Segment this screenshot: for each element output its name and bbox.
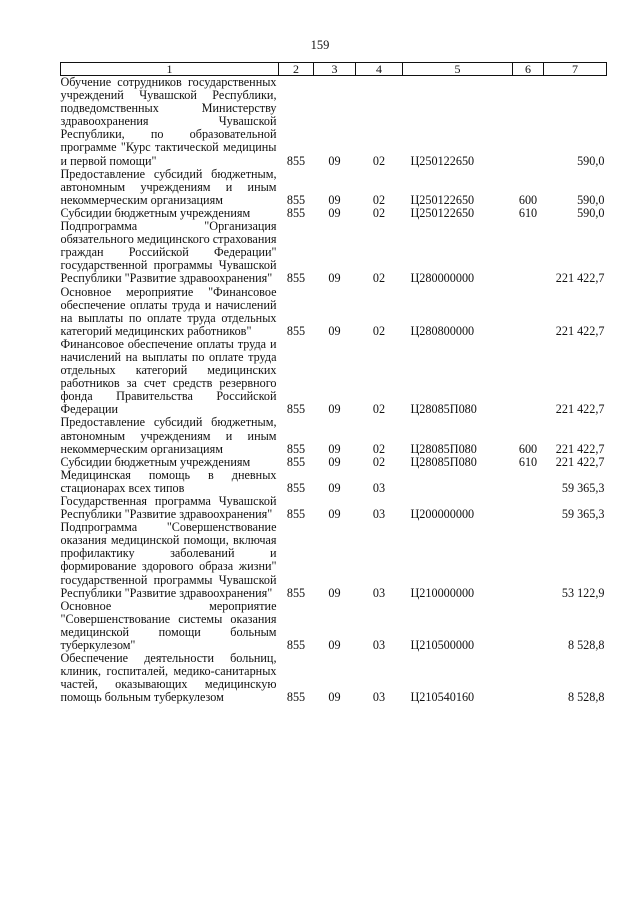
row-target-article: Ц210540160: [410, 690, 475, 705]
row-ministry-code: 855: [286, 323, 306, 338]
row-target-article: Ц28085П080: [410, 402, 477, 417]
row-subsection-code: 02: [372, 441, 386, 456]
row-ministry-code: 855: [286, 690, 306, 705]
row-amount: 590,0: [577, 205, 605, 220]
header-col-3: 3: [314, 63, 356, 76]
table-body: [61, 76, 607, 705]
row-expense-type: [513, 469, 544, 495]
row-name: Обеспечение деятельности больниц, клиник, госпиталей, медико-санитарных частей, оказывающих медицинскую помощь больным туберкулезом: [60, 651, 277, 705]
table-row: [61, 416, 607, 455]
row-ministry-code: 855: [286, 585, 306, 600]
table-row: [61, 76, 607, 168]
row-section-code: 09: [328, 153, 341, 168]
row-ministry-code: 855: [286, 480, 306, 495]
header-row: [61, 63, 607, 76]
row-amount: 221 422,7: [555, 271, 605, 286]
header-col-1: 1: [61, 63, 279, 76]
row-expense-type: [513, 652, 544, 704]
row-section-code: 09: [328, 402, 341, 417]
row-target-article: Ц280800000: [410, 323, 475, 338]
row-expense-type: 600: [518, 192, 538, 207]
row-expense-type: [513, 220, 544, 285]
row-expense-type: [513, 286, 544, 338]
header-col-2: 2: [279, 63, 314, 76]
row-ministry-code: 855: [286, 638, 306, 653]
header-col-5: 5: [403, 63, 513, 76]
row-section-code: 09: [328, 271, 341, 286]
row-amount: 8 528,8: [567, 638, 605, 653]
row-amount: 221 422,7: [555, 323, 605, 338]
header-col-6: 6: [513, 63, 544, 76]
row-target-article: Ц200000000: [410, 507, 475, 522]
header-col-4: 4: [356, 63, 403, 76]
row-subsection-code: 03: [372, 507, 386, 522]
row-expense-type: 600: [518, 441, 538, 456]
row-expense-type: 610: [518, 454, 538, 469]
row-subsection-code: 03: [372, 480, 386, 495]
row-section-code: 09: [328, 323, 341, 338]
row-target-article: Ц210500000: [410, 638, 475, 653]
table-row: [61, 456, 607, 469]
row-section-code: 09: [328, 441, 341, 456]
header-col-7: 7: [544, 63, 607, 76]
row-section-code: 09: [328, 480, 341, 495]
row-name: Подпрограмма "Совершенствование оказания медицинской помощи, включая профилактику заболеваний и формирование здорового образа жизни" государственной программы Чувашской Республики "Развитие здравоохранения": [60, 520, 277, 600]
row-subsection-code: 02: [372, 271, 386, 286]
row-section-code: 09: [328, 454, 341, 469]
row-target-article: [403, 469, 513, 495]
row-ministry-code: 855: [286, 205, 306, 220]
row-expense-type: [513, 600, 544, 652]
table-row: [61, 469, 607, 495]
row-name: Основное мероприятие "Совершенствование системы оказания медицинской помощи больным туберкулезом": [60, 598, 277, 653]
budget-table: [60, 62, 607, 705]
row-subsection-code: 02: [372, 205, 386, 220]
row-name: Государственная программа Чувашской Республики "Развитие здравоохранения": [60, 494, 277, 522]
row-target-article: Ц250122650: [410, 205, 475, 220]
row-amount: 59 365,3: [561, 507, 605, 522]
row-name: Финансовое обеспечение оплаты труда и начислений на выплаты по оплате труда отдельных категорий медицинских работников за счет средств резервного фонда Правительства Российской Федерации: [60, 336, 277, 417]
row-amount: 59 365,3: [561, 480, 605, 495]
row-expense-type: 610: [518, 205, 538, 220]
row-name: Подпрограмма "Организация обязательного медицинского страхования граждан Российской Федерации" государственной программы Чувашской Республики "Развитие здравоохранения": [60, 219, 277, 286]
page-number: 159: [310, 38, 330, 52]
row-target-article: Ц250122650: [410, 153, 475, 168]
row-target-article: Ц280000000: [410, 271, 475, 286]
row-amount: 53 122,9: [561, 585, 605, 600]
row-amount: 221 422,7: [555, 441, 605, 456]
row-name: Обучение сотрудников государственных учреждений Чувашской Республики, подведомственных Министерству здравоохранения Чувашской Республики, по образовательной программе "Курс тактической медицины и первой помощи": [60, 75, 277, 168]
row-subsection-code: 02: [372, 402, 386, 417]
table-row: [61, 600, 607, 652]
row-section-code: 09: [328, 205, 341, 220]
row-section-code: 09: [328, 192, 341, 207]
table-row: [61, 168, 607, 207]
row-expense-type: [513, 76, 544, 168]
row-target-article: Ц28085П080: [410, 454, 477, 469]
table-row: [61, 652, 607, 704]
row-expense-type: [513, 338, 544, 417]
table-row: [61, 495, 607, 521]
row-subsection-code: 02: [372, 153, 386, 168]
row-name: Медицинская помощь в дневных стационарах всех типов: [60, 467, 277, 495]
row-section-code: 09: [328, 507, 341, 522]
row-target-article: Ц28085П080: [410, 441, 477, 456]
row-ministry-code: 855: [286, 271, 306, 286]
row-subsection-code: 03: [372, 585, 386, 600]
row-ministry-code: 855: [286, 402, 306, 417]
table-header: [61, 63, 607, 76]
row-ministry-code: 855: [286, 507, 306, 522]
row-name: Основное мероприятие "Финансовое обеспечение оплаты труда и начислений на выплаты по оплате труда отдельных категорий медицинских работников": [60, 284, 277, 338]
row-amount: 221 422,7: [555, 402, 605, 417]
row-target-article: Ц250122650: [410, 192, 475, 207]
row-expense-type: [513, 495, 544, 521]
row-name: Предоставление субсидий бюджетным, автономным учреждениям и иным некоммерческим организациям: [60, 166, 277, 207]
row-amount: 221 422,7: [555, 454, 605, 469]
row-subsection-code: 02: [372, 323, 386, 338]
row-ministry-code: 855: [286, 192, 306, 207]
row-amount: 590,0: [577, 192, 605, 207]
row-subsection-code: 02: [372, 192, 386, 207]
table-row: [61, 286, 607, 338]
row-name: Субсидии бюджетным учреждениям: [60, 454, 251, 469]
row-ministry-code: 855: [286, 153, 306, 168]
row-target-article: Ц210000000: [410, 585, 475, 600]
row-subsection-code: 03: [372, 638, 386, 653]
row-section-code: 09: [328, 585, 341, 600]
row-subsection-code: 03: [372, 690, 386, 705]
row-amount: 590,0: [577, 153, 605, 168]
row-section-code: 09: [328, 690, 341, 705]
table-row: [61, 220, 607, 285]
row-ministry-code: 855: [286, 441, 306, 456]
row-ministry-code: 855: [286, 454, 306, 469]
table-row: [61, 521, 607, 600]
row-amount: 8 528,8: [567, 690, 605, 705]
row-name: Предоставление субсидий бюджетным, автономным учреждениям и иным некоммерческим организациям: [60, 415, 277, 456]
row-section-code: 09: [328, 638, 341, 653]
table-row: [61, 338, 607, 417]
row-subsection-code: 02: [372, 454, 386, 469]
row-expense-type: [513, 521, 544, 600]
row-name: Субсидии бюджетным учреждениям: [60, 205, 251, 220]
